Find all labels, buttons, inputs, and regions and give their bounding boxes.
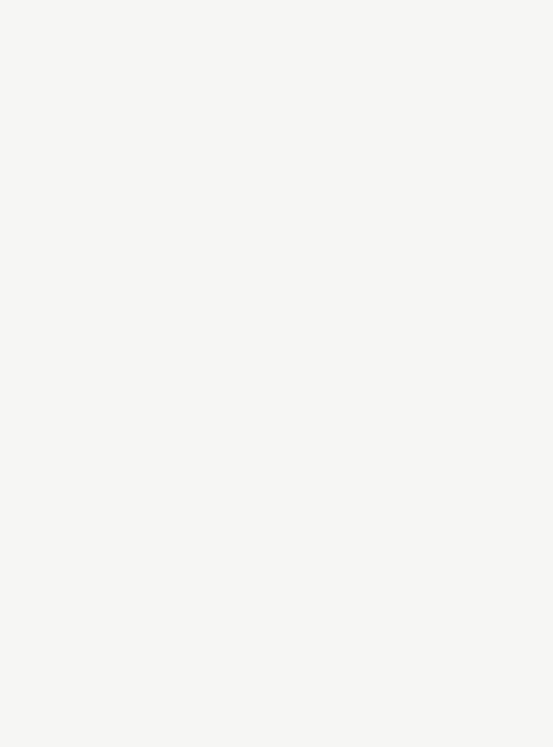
paragraph-1 (62, 58, 493, 69)
